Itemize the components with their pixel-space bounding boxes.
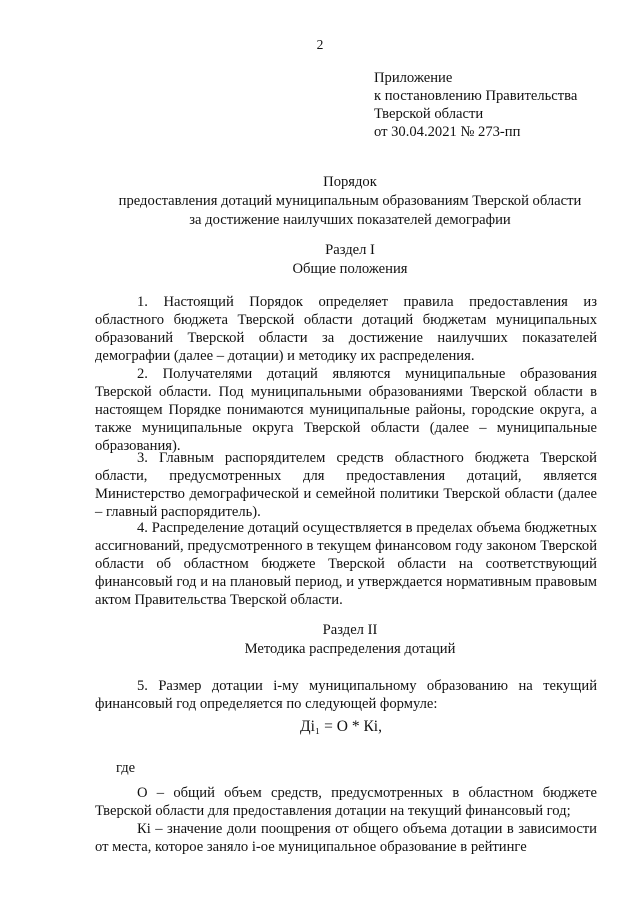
definition-ki: Кi – значение доли поощрения от общего объема дотации в зависимости от места, которое заняло i-ое муниципальное образование в рейтинге <box>95 821 597 855</box>
section-number: Раздел II <box>322 622 378 638</box>
title-line: Порядок <box>323 174 377 190</box>
where-label: где <box>116 760 136 776</box>
section-2-heading <box>0 621 640 659</box>
appendix-block <box>374 69 577 141</box>
section-number: Раздел I <box>325 242 375 258</box>
document-title <box>0 173 640 230</box>
section-title: Методика распределения дотаций <box>244 641 456 657</box>
appendix-line: Приложение <box>374 70 453 86</box>
appendix-line: Тверской области <box>374 106 484 122</box>
section-title: Общие положения <box>292 261 408 277</box>
paragraph-2: 2. Получателями дотаций являются муниципальные образования Тверской области. Под муниципальными образованиями Тверской области в настоящем Порядке понимаются муниципальные районы, городские округа, а также муниципальные округа Тверской области (далее – муниципальные образования). <box>95 366 597 454</box>
appendix-line: от 30.04.2021 № 273-пп <box>374 124 521 140</box>
definition-o: О – общий объем средств, предусмотренных в областном бюджете Тверской области для предоставления дотации на текущий финансовый год; <box>95 785 597 819</box>
paragraph-1: 1. Настоящий Порядок определяет правила предоставления из областного бюджета Тверской области дотаций бюджетам муниципальных образований Тверской области за достижение наилучших показателей демографии (далее – дотации) и методику их распределения. <box>95 294 597 364</box>
paragraph-3: 3. Главным распорядителем средств областного бюджета Тверской области, предусмотренных для предоставления дотаций, является Министерство демографической и семейной политики Тверской области (далее – главный распорядитель). <box>95 450 597 520</box>
appendix-line: к постановлению Правительства <box>374 88 578 104</box>
section-1-heading <box>0 241 640 279</box>
paragraph-5: 5. Размер дотации i-му муниципальному образованию на текущий финансовый год определяется по следующей формуле: <box>95 678 597 712</box>
title-line: за достижение наилучших показателей демографии <box>189 212 511 228</box>
page-number: 2 <box>316 37 324 52</box>
title-line: предоставления дотаций муниципальным образованиям Тверской области <box>118 193 582 209</box>
formula: Дi₁ = О * Кi, <box>300 718 382 735</box>
paragraph-4: 4. Распределение дотаций осуществляется в пределах объема бюджетных ассигнований, предусмотренного в текущем финансовом году законом Тверской области об областном бюджете Тверской области на соответствующий финансовый год и на плановый период, и утверждается нормативным правовым актом Правительства Тверской области. <box>95 520 597 608</box>
